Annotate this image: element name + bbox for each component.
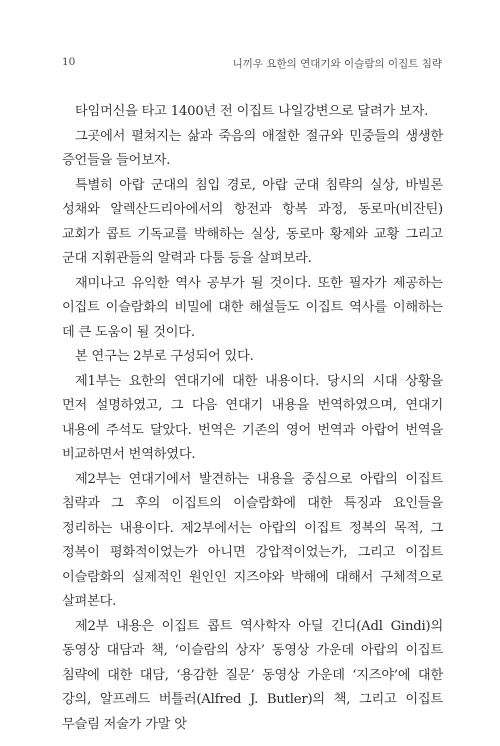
- paragraph: 재미나고 유익한 역사 공부가 될 것이다. 또한 필자가 제공하는 이집트 이슬람화의 비밀에 대한 해설들도 이집트 역사를 이해하는 데 큰 도움이 될 것이다.: [62, 275, 443, 340]
- paragraph: 제2부 내용은 이집트 콥트 역사학자 아딜 긴디(Adl Gindi)의 동영상 대담과 책, ‘이슬람의 상자’ 동영상 가운데 아랍의 이집트 침략에 대한 대담, ‘용감한 질문’ 동영상 가운데 ‘지즈야’에 대한 강의, 알프레드 버틀러(Alfred J. Butler)의 책, 그리고 이집트 무슬림 저술가 가말 앗: [62, 618, 443, 732]
- paragraph: 제2부는 연대기에서 발견하는 내용을 중심으로 아랍의 이집트 침략과 그 후의 이집트의 이슬람화에 대한 특징과 요인들을 정리하는 내용이다. 제2부에서는 아랍의 이집트 정복의 목적, 그 정복이 평화적이었는가 아니면 강압적이었는가, 그리고 이집트 이슬람화의 실제적인 원인인 지즈야와 박해에 대해서 구체적으로 살펴본다.: [62, 471, 443, 609]
- paragraph: 특별히 아랍 군대의 침입 경로, 아랍 군대 침략의 실상, 바빌론 성채와 알렉산드리아에서의 항전과 항복 과정, 동로마(비잔틴) 교회가 콥트 기독교를 박해하는 실상, 동로마 황제와 교황 그리고 군대 지휘관들의 알력과 다툼 등을 살펴보라.: [62, 177, 443, 266]
- page-number: 10: [62, 56, 76, 68]
- paragraph: 제1부는 요한의 연대기에 대한 내용이다. 당시의 시대 상황을 먼저 설명하였고, 그 다음 연대기 내용을 번역하였으며, 연대기 내용에 주석도 달았다. 번역은 기존의 영어 번역과 아랍어 번역을 비교하면서 번역하였다.: [62, 373, 443, 462]
- body-text: [62, 100, 443, 737]
- paragraph: 본 연구는 2부로 구성되어 있다.: [75, 349, 254, 364]
- paragraph: 그곳에서 펼쳐지는 삶과 죽음의 애절한 절규와 민중들의 생생한 증언들을 들어보자.: [62, 128, 443, 168]
- paragraph: 타임머신을 타고 1400년 전 이집트 나일강변으로 달려가 보자.: [75, 104, 429, 119]
- running-title: 니끼우 요한의 연대기와 이슬람의 이집트 침략: [232, 58, 442, 70]
